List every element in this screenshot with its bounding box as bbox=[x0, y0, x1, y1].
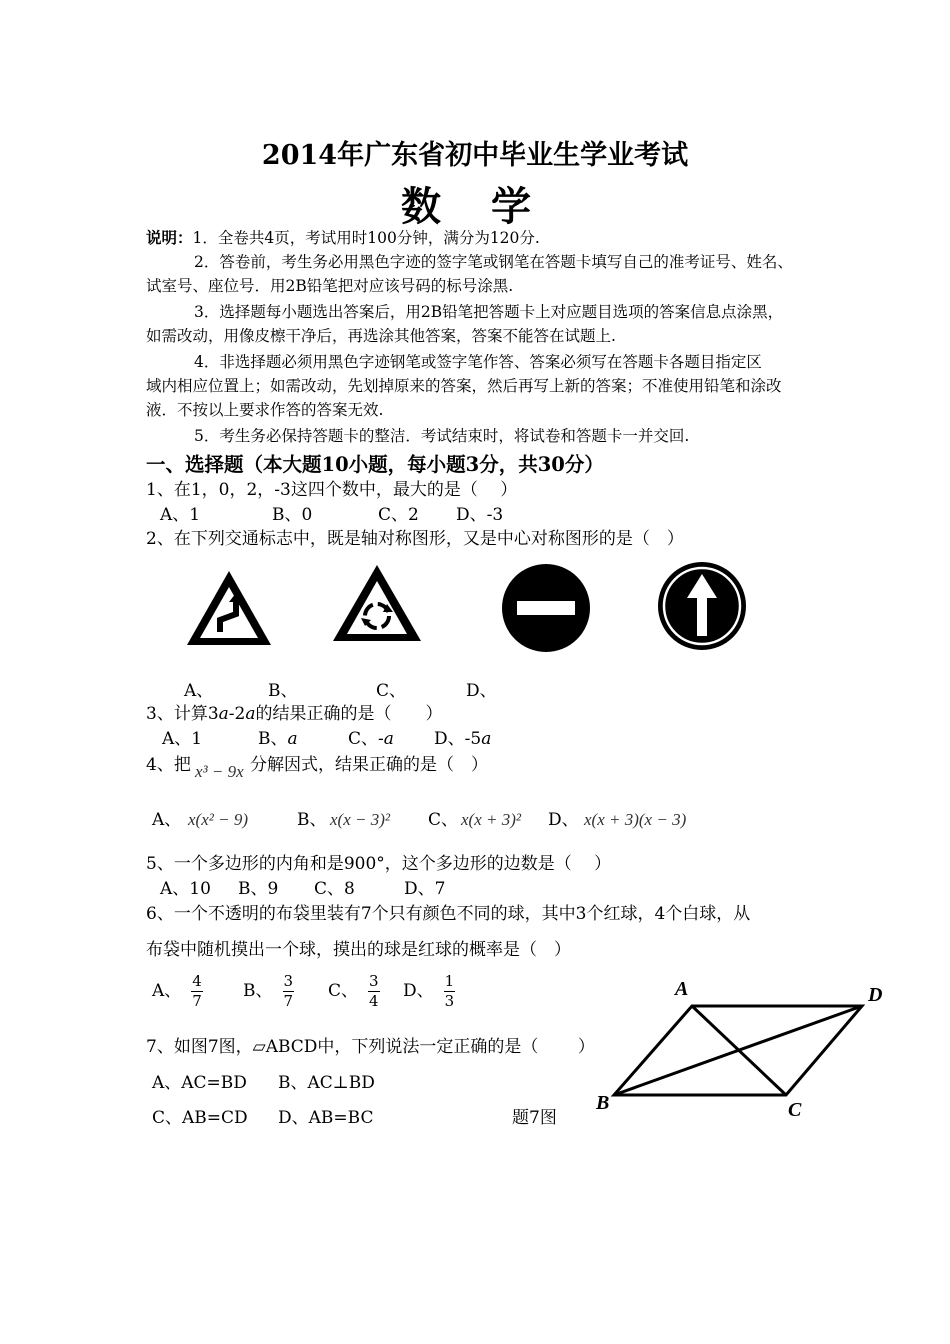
fraction: $\frac{1}{3}$ bbox=[444, 972, 455, 1010]
q4-expression: x³ − 9x bbox=[195, 762, 244, 781]
double-bend-sign-icon[interactable] bbox=[184, 568, 274, 648]
q3-option-d[interactable]: D、-5a bbox=[434, 729, 492, 749]
instructions-line-1: 说明：1．全卷共4页，考试用时100分钟，满分为120分. bbox=[146, 228, 540, 247]
q4-option-a-label[interactable]: A、 bbox=[152, 810, 182, 830]
q1-option-d[interactable]: D、-3 bbox=[456, 505, 504, 525]
section-title: 一、选择题（本大题10小题，每小题3分，共30分） bbox=[146, 453, 604, 476]
q7-option-a[interactable]: A、AC=BD bbox=[152, 1073, 247, 1093]
q6-stem-line-1: 6、一个不透明的布袋里装有7个只有颜色不同的球，其中3个红球，4个白球，从 bbox=[146, 904, 751, 924]
vertex-label-b: B bbox=[596, 1092, 610, 1114]
fraction: $\frac{3}{4}$ bbox=[369, 972, 379, 1010]
q7-stem: 7、如图7图，▱ABCD中，下列说法一定正确的是（ ） bbox=[146, 1037, 595, 1057]
instructions-line-6: 4．非选择题必须用黑色字迹钢笔或签字笔作答、答案必须写在答题卡各题目指定区 bbox=[194, 353, 762, 371]
q1-option-a[interactable]: A、1 bbox=[160, 505, 201, 525]
q3-option-a[interactable]: A、1 bbox=[162, 729, 203, 749]
vertex-label-a: A bbox=[675, 978, 689, 1000]
q2-stem: 2、在下列交通标志中，既是轴对称图形，又是中心对称图形的是（ ） bbox=[146, 529, 684, 549]
q4-stem-post: 分解因式，结果正确的是（ ） bbox=[250, 755, 488, 775]
figure-caption: 题7图 bbox=[512, 1108, 557, 1128]
roundabout-sign-icon[interactable] bbox=[330, 562, 424, 644]
parallelogram-figure bbox=[606, 996, 868, 1100]
exam-title: 2014年广东省初中毕业生学业考试 bbox=[261, 140, 689, 171]
q4-option-c-expr: x(x + 3)² bbox=[461, 810, 521, 829]
q4-stem-pre: 4、把 bbox=[146, 755, 191, 775]
q3-option-c[interactable]: C、-a bbox=[348, 729, 394, 749]
q2-option-a[interactable]: A、 bbox=[184, 681, 214, 701]
q7-option-c[interactable]: C、AB=CD bbox=[152, 1108, 248, 1128]
q5-option-c[interactable]: C、8 bbox=[314, 879, 355, 899]
q6-option-a[interactable]: A、 $\frac{4}{7}$ bbox=[152, 972, 202, 1010]
q5-option-a[interactable]: A、10 bbox=[160, 879, 211, 899]
q3-stem: 3、计算3a-2a的结果正确的是（ ） bbox=[146, 704, 443, 724]
q4-option-b-label[interactable]: B、 bbox=[297, 810, 327, 830]
instructions-line-7: 域内相应位置上；如需改动，先划掉原来的答案，然后再写上新的答案；不准使用铅笔和涂改 bbox=[146, 377, 782, 395]
q2-option-d[interactable]: D、 bbox=[466, 681, 497, 701]
instructions-line-2: 2．答卷前，考生务必用黑色字迹的签字笔或钢笔在答题卡填写自己的准考证号、姓名、 bbox=[194, 253, 793, 271]
q1-stem: 1、在1，0，2，-3这四个数中，最大的是（ ） bbox=[146, 480, 518, 500]
q5-option-d[interactable]: D、7 bbox=[404, 879, 446, 899]
q7-option-b[interactable]: B、AC⊥BD bbox=[278, 1073, 375, 1093]
q4-option-d-label[interactable]: D、 bbox=[548, 810, 579, 830]
q5-option-b[interactable]: B、9 bbox=[238, 879, 279, 899]
instructions-line-8: 液．不按以上要求作答的答案无效. bbox=[146, 401, 384, 419]
fraction: $\frac{4}{7}$ bbox=[192, 972, 202, 1010]
q4-option-c-label[interactable]: C、 bbox=[428, 810, 459, 830]
vertex-label-d: D bbox=[868, 984, 883, 1006]
q1-option-c[interactable]: C、2 bbox=[378, 505, 419, 525]
q2-option-b[interactable]: B、 bbox=[268, 681, 298, 701]
subject-title: 数 学 bbox=[401, 183, 549, 230]
instructions-line-4: 3．选择题每小题选出答案后，用2B铅笔把答题卡上对应题目选项的答案信息点涂黑， bbox=[194, 303, 784, 321]
q3-option-b[interactable]: B、a bbox=[258, 729, 298, 749]
q7-option-d[interactable]: D、AB=BC bbox=[278, 1108, 374, 1128]
q4-option-b-expr: x(x − 3)² bbox=[330, 810, 390, 829]
no-entry-sign-icon[interactable] bbox=[500, 562, 592, 654]
instructions-lead: 说明： bbox=[146, 228, 193, 247]
q6-stem-line-2: 布袋中随机摸出一个球，摸出的球是红球的概率是（ ） bbox=[146, 940, 571, 960]
q6-option-c[interactable]: C、 $\frac{3}{4}$ bbox=[328, 972, 379, 1010]
fraction: $\frac{3}{7}$ bbox=[283, 972, 294, 1010]
q4-option-a-expr: x(x² − 9) bbox=[188, 810, 248, 829]
vertex-label-c: C bbox=[788, 1099, 802, 1121]
q5-stem: 5、一个多边形的内角和是900°，这个多边形的边数是（ ） bbox=[146, 854, 612, 874]
q1-option-b[interactable]: B、0 bbox=[272, 505, 313, 525]
q2-option-c[interactable]: C、 bbox=[376, 681, 407, 701]
q6-option-b[interactable]: B、 $\frac{3}{7}$ bbox=[243, 972, 294, 1010]
instructions-line-9: 5．考生务必保持答题卡的整洁．考试结束时，将试卷和答题卡一并交回. bbox=[194, 427, 690, 445]
instructions-line-3: 试室号、座位号．用2B铅笔把对应该号码的标号涂黑. bbox=[146, 277, 514, 295]
straight-ahead-sign-icon[interactable] bbox=[656, 560, 748, 652]
q4-option-d-expr: x(x + 3)(x − 3) bbox=[584, 810, 687, 829]
instructions-line-5: 如需改动，用像皮檫干净后，再选涂其他答案，答案不能答在试题上. bbox=[146, 327, 616, 345]
q6-option-d[interactable]: D、 $\frac{1}{3}$ bbox=[403, 972, 455, 1010]
